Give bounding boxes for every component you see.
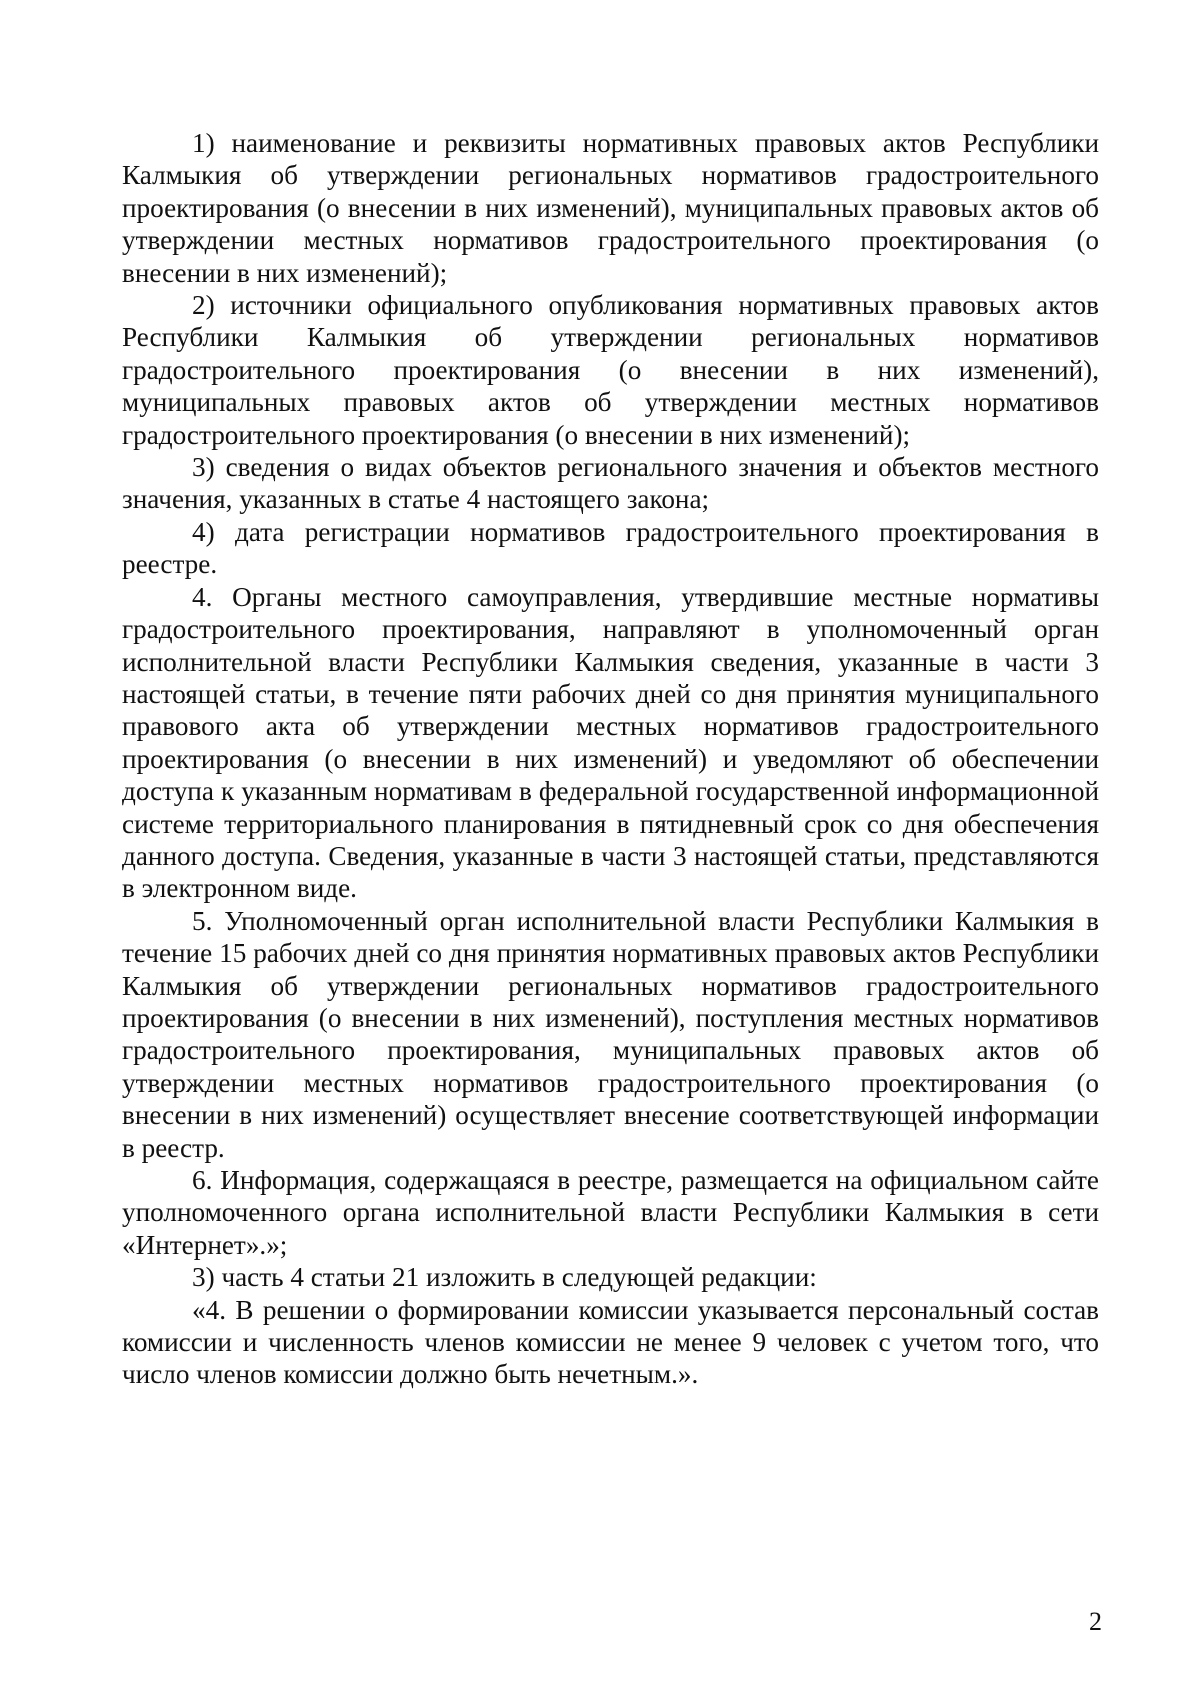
paragraph-amendment-item-3: 3) часть 4 статьи 21 изложить в следующей редакции:	[192, 1262, 817, 1293]
paragraph-item-2: 2) источники официального опубликования нормативных правовых актов Республики Калмыкия об утверждении региональных нормативов градостроительного проектирования (о внесении в них изменений), муниципальных правовых актов об утверждении местных нормативов градостроительного проектирования (о внесении в них изменений);	[122, 290, 1099, 450]
paragraph-part-5: 5. Уполномоченный орган исполнительной власти Республики Калмыкия в течение 15 рабочих дней со дня принятия нормативных правовых актов Республики Калмыкия об утверждении региональных нормативов градостроительного проектирования (о внесении в них изменений), поступления местных нормативов градостроительного проектирования, муниципальных правовых актов об утверждении местных нормативов градостроительного проектирования (о внесении в них изменений) осуществляет внесение соответствующей информации в реестр.	[122, 905, 1099, 1163]
page-number: 2	[1089, 1607, 1102, 1636]
paragraph-item-1: 1) наименование и реквизиты нормативных правовых актов Республики Калмыкия об утверждении региональных нормативов градостроительного проектирования (о внесении в них изменений), муниципальных правовых актов об утверждении местных нормативов градостроительного проектирования (о внесении в них изменений);	[122, 128, 1099, 288]
paragraph-part-6: 6. Информация, содержащаяся в реестре, размещается на официальном сайте уполномоченного органа исполнительной власти Республики Калмыкия в сети «Интернет».»;	[122, 1165, 1099, 1260]
document-body	[122, 127, 1099, 1391]
paragraph-part-4: 4. Органы местного самоуправления, утвердившие местные нормативы градостроительного проектирования, направляют в уполномоченный орган исполнительной власти Республики Калмыкия сведения, указанные в части 3 настоящей статьи, в течение пяти рабочих дней со дня принятия муниципального правового акта об утверждении местных нормативов градостроительного проектирования (о внесении в них изменений) и уведомляют об обеспечении доступа к указанным нормативам в федеральной государственной информационной системе территориального планирования в пятидневный срок со дня обеспечения данного доступа. Сведения, указанные в части 3 настоящей статьи, представляются в электронном виде.	[122, 581, 1099, 904]
paragraph-item-4: 4) дата регистрации нормативов градостроительного проектирования в реестре.	[122, 516, 1099, 580]
paragraph-item-3: 3) сведения о видах объектов регионального значения и объектов местного значения, указанных в статье 4 настоящего закона;	[122, 452, 1099, 515]
paragraph-amendment-text: «4. В решении о формировании комиссии указывается персональный состав комиссии и численность членов комиссии не менее 9 человек с учетом того, что число членов комиссии должно быть нечетным.».	[122, 1294, 1099, 1390]
